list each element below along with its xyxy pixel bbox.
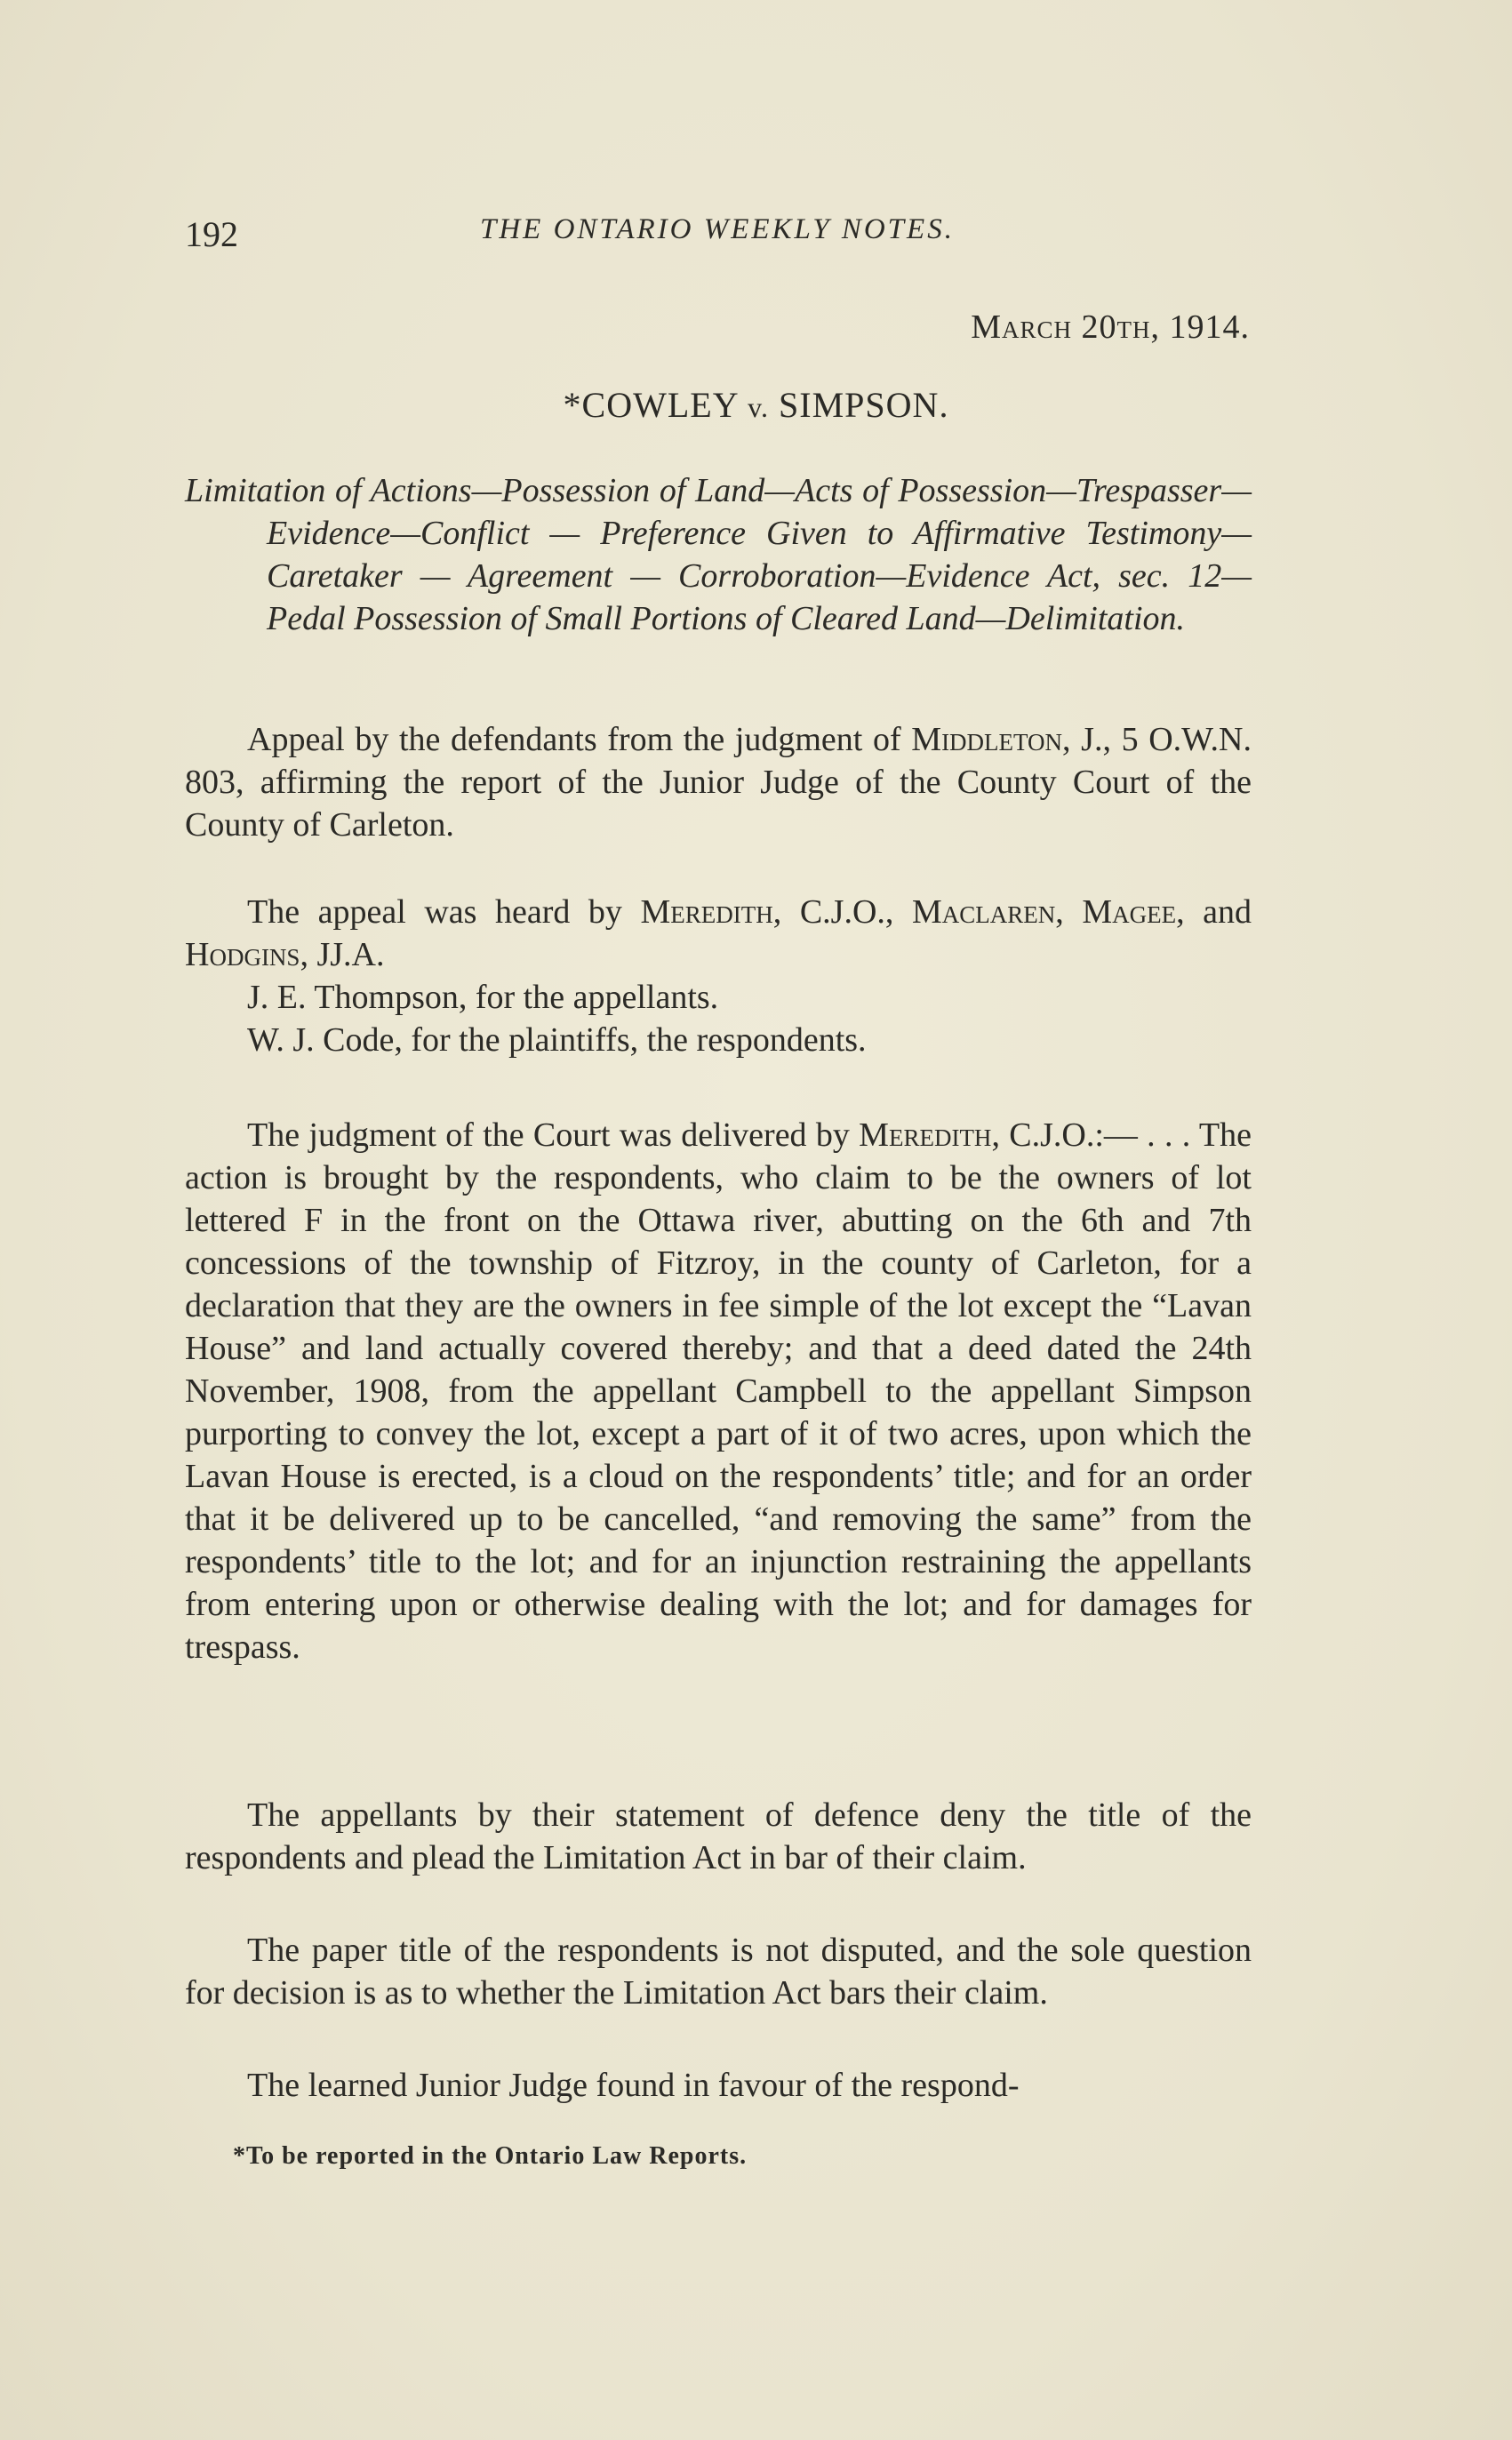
headnote: Limitation of Actions—Possession of Land—Acts of Possession—Trespasser—Evidence—Conflict — Preference Given to Affirmative Testimony—Caretaker — Agreement — Corroboration—Evidence Act, sec. 12—Pedal Possession of Small Portions of Cleared Land—Delimitation. bbox=[185, 472, 1252, 637]
page-number: 192 bbox=[185, 214, 238, 254]
paper-title-text: The paper title of the respondents is not disputed, and the sole question for decision is as to whether the Limitation Act bars their claim. bbox=[185, 1932, 1252, 2012]
heard-paragraph bbox=[185, 891, 1252, 1061]
judgment-text-pre: The judgment of the Court was delivered by bbox=[247, 1116, 860, 1154]
heard-text-post: , JJ.A. bbox=[300, 936, 385, 973]
appeal-text-post: , J., 5 O.W.N. 803, affirming the report of the Junior Judge of the County Court of the County of Carleton. bbox=[185, 721, 1252, 844]
counsel-respondents: W. J. Code, for the plaintiffs, the respondents. bbox=[247, 1021, 867, 1059]
appeal-text-pre: Appeal by the defendants from the judgment of bbox=[247, 721, 912, 758]
decision-date: March 20th, 1914. bbox=[971, 308, 1250, 346]
learned-judge-text: The learned Junior Judge found in favour of the respond- bbox=[247, 2067, 1020, 2104]
judgment-judge-name: Meredith bbox=[859, 1116, 992, 1154]
case-title bbox=[0, 384, 1512, 426]
defence-paragraph bbox=[185, 1794, 1252, 1879]
heard-judge-1: Meredith bbox=[640, 893, 773, 931]
appeal-judge-name: Middleton bbox=[911, 721, 1063, 758]
case-title-versus: v. bbox=[748, 391, 770, 423]
heard-judge-4: Hodgins bbox=[185, 936, 300, 973]
case-title-plaintiff: COWLEY bbox=[581, 385, 739, 425]
learned-judge-paragraph bbox=[185, 2064, 1252, 2107]
judgment-paragraph bbox=[185, 1114, 1252, 1668]
case-title-asterisk: * bbox=[563, 385, 582, 425]
paper-title-paragraph bbox=[185, 1929, 1252, 2014]
counsel-appellants: J. E. Thompson, for the appellants. bbox=[247, 979, 719, 1016]
footnote: *To be reported in the Ontario Law Reports. bbox=[233, 2142, 748, 2170]
heard-sep-2: , bbox=[1055, 893, 1083, 931]
case-title-defendant: SIMPSON. bbox=[779, 385, 949, 425]
appeal-paragraph bbox=[185, 718, 1252, 846]
defence-text: The appellants by their statement of defence deny the title of the respondents and plead the Limitation Act in bar of their claim. bbox=[185, 1796, 1252, 1876]
heard-sep-1: , C.J.O., bbox=[772, 893, 912, 931]
running-head: THE ONTARIO WEEKLY NOTES. bbox=[480, 213, 955, 245]
judgment-text-post: , C.J.O.:— . . . The action is brought by the respondents, who claim to be the owners of lot lettered F in the front on the Ottawa river, abutting on the 6th and 7th concessions of the township of Fitzroy, in the county of Carleton, for a declaration that they are the owners in fee simple of the lot except the “Lavan House” and land actually covered thereby; and that a deed dated the 24th November, 1908, from the appellant Campbell to the appellant Simpson purporting to convey the lot, except a part of it of two acres, upon which the Lavan House is erected, is a cloud on the respondents’ title; and for an order that it be delivered up to be cancelled, “and removing the same” from the respondents’ title to the lot; and for an injunction restraining the appellants from entering upon or otherwise dealing with the lot; and for damages for trespass. bbox=[185, 1116, 1252, 1666]
heard-judge-3: Magee bbox=[1082, 893, 1177, 931]
heard-text-pre: The appeal was heard by bbox=[247, 893, 641, 931]
heard-judge-2: Maclaren bbox=[911, 893, 1056, 931]
heard-sep-3: , and bbox=[1176, 893, 1252, 931]
